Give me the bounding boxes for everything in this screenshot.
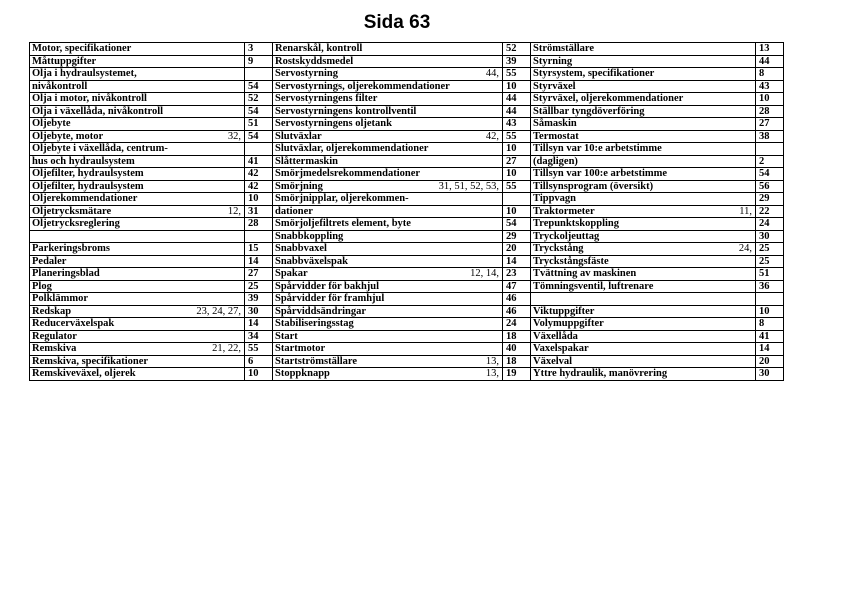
entry-text: Tillsyn var 100:e arbetstimme [533, 168, 668, 180]
page-number: 27 [503, 155, 531, 168]
page-number [245, 230, 273, 243]
entry-text: Styrning [533, 55, 573, 67]
index-entry [30, 130, 245, 143]
index-entry [30, 305, 245, 318]
table-row [30, 55, 784, 68]
entry-text: Snabbvaxel [275, 243, 327, 255]
index-entry [30, 368, 245, 381]
index-entry [531, 205, 756, 218]
entry-text: Oljebyte, motor [32, 130, 104, 142]
index-entry [531, 293, 756, 306]
page-number [503, 193, 531, 206]
index-entry [30, 55, 245, 68]
table-row [30, 43, 784, 56]
table-row [30, 355, 784, 368]
page-number: 44 [503, 93, 531, 106]
index-entry [30, 355, 245, 368]
index-table [29, 42, 784, 381]
entry-text: Växelval [533, 355, 573, 367]
page-number: 30 [756, 368, 784, 381]
index-entry [273, 193, 503, 206]
index-entry [273, 118, 503, 131]
index-entry [531, 143, 756, 156]
entry-text: Tillsynsprogram (översikt) [533, 180, 654, 192]
index-entry [531, 355, 756, 368]
index-entry [531, 105, 756, 118]
page-number: 42 [245, 180, 273, 193]
entry-text: (dagligen) [533, 155, 578, 167]
page-number: 55 [503, 180, 531, 193]
index-entry [531, 268, 756, 281]
entry-text: Volymuppgifter [533, 318, 604, 330]
page-number: 55 [245, 343, 273, 356]
table-row [30, 118, 784, 131]
page-number: 18 [503, 355, 531, 368]
entry-text: Traktormeter [533, 205, 595, 217]
entry-text: Tippvagn [533, 193, 576, 205]
page-number: 9 [245, 55, 273, 68]
page-number [756, 293, 784, 306]
entry-text: Stabiliseringsstag [275, 318, 354, 330]
index-table-body [30, 43, 784, 381]
page-number: 10 [245, 368, 273, 381]
table-row [30, 280, 784, 293]
index-entry [30, 218, 245, 231]
index-entry [273, 243, 503, 256]
entry-text: Tryckstångsfäste [533, 255, 609, 267]
index-entry [273, 293, 503, 306]
entry-text: Olja i hydraulsystemet, [32, 68, 137, 80]
entry-text: Snabbväxelspak [275, 255, 348, 267]
entry-text: Såmaskin [533, 118, 577, 130]
page-title: Sida 63 [363, 12, 431, 33]
table-row [30, 93, 784, 106]
table-row [30, 243, 784, 256]
index-entry [273, 255, 503, 268]
entry-text: Snabbkoppling [275, 230, 344, 242]
page-number: 43 [503, 118, 531, 131]
page-number: 10 [503, 143, 531, 156]
entry-text: Slutväxlar, oljerekommendationer [275, 143, 429, 155]
entry-text: Motor, specifikationer [32, 43, 132, 55]
page-number: 56 [756, 180, 784, 193]
entry-text: Oljefilter, hydraulsystem [32, 180, 144, 192]
table-row [30, 255, 784, 268]
entry-text: Servostyrningens oljetank [275, 118, 392, 130]
entry-text: Viktuppgifter [533, 305, 595, 317]
page-number: 10 [245, 193, 273, 206]
table-row [30, 193, 784, 206]
page-number: 8 [756, 318, 784, 331]
table-row [30, 143, 784, 156]
index-entry [30, 330, 245, 343]
entry-text: Remskiva, specifikationer [32, 355, 149, 367]
entry-text: Styrsystem, specifikationer [533, 68, 655, 80]
entry-extra-pages: 31, 51, 52, 53, [438, 180, 499, 192]
page-number: 39 [245, 293, 273, 306]
entry-text: Startströmställare [275, 355, 358, 367]
index-entry [30, 143, 245, 156]
table-row [30, 80, 784, 93]
page-number: 14 [245, 255, 273, 268]
index-entry [30, 318, 245, 331]
entry-text: Tömningsventil, luftrenare [533, 280, 654, 292]
entry-text: Smörjnipplar, oljerekommen- [275, 193, 409, 205]
index-entry [531, 318, 756, 331]
index-entry [531, 180, 756, 193]
entry-text: Remskiva [32, 343, 77, 355]
table-row [30, 318, 784, 331]
entry-extra-pages: 13, [485, 355, 499, 367]
index-entry [531, 118, 756, 131]
index-entry [273, 343, 503, 356]
page-number: 30 [245, 305, 273, 318]
page-number: 55 [503, 68, 531, 81]
table-row [30, 343, 784, 356]
table-row [30, 168, 784, 181]
page-number: 30 [756, 230, 784, 243]
table-row [30, 293, 784, 306]
index-entry [273, 280, 503, 293]
entry-text: Servostyrningens filter [275, 93, 378, 105]
index-entry [531, 43, 756, 56]
table-row [30, 218, 784, 231]
page-number [756, 143, 784, 156]
index-entry [30, 80, 245, 93]
page-number: 24 [756, 218, 784, 231]
page-number: 15 [245, 243, 273, 256]
page-number: 47 [503, 280, 531, 293]
index-entry [273, 230, 503, 243]
entry-text: Rostskyddsmedel [275, 55, 354, 67]
entry-text: Reducerväxelspak [32, 318, 115, 330]
page-number: 20 [756, 355, 784, 368]
index-entry [531, 130, 756, 143]
index-entry [531, 343, 756, 356]
page-number: 6 [245, 355, 273, 368]
entry-extra-pages: 32, [227, 130, 241, 142]
index-entry [30, 255, 245, 268]
page-number: 8 [756, 68, 784, 81]
entry-text: dationer [275, 205, 313, 217]
entry-extra-pages: 42, [485, 130, 499, 142]
page-number: 24 [503, 318, 531, 331]
page-number: 25 [756, 255, 784, 268]
page-number: 27 [245, 268, 273, 281]
page-number: 54 [245, 130, 273, 143]
entry-text: Tvättning av maskinen [533, 268, 637, 280]
index-entry [30, 155, 245, 168]
index-entry [30, 180, 245, 193]
entry-text: Spårvidder för bakhjul [275, 280, 380, 292]
index-entry [273, 68, 503, 81]
entry-text: Renarskål, kontroll [275, 43, 363, 55]
page-number: 27 [756, 118, 784, 131]
index-entry [273, 105, 503, 118]
entry-extra-pages: 11, [739, 205, 752, 217]
index-entry [273, 155, 503, 168]
page-number: 41 [245, 155, 273, 168]
index-entry [273, 168, 503, 181]
index-entry [30, 193, 245, 206]
entry-extra-pages: 44, [485, 68, 499, 79]
entry-text: Pedaler [32, 255, 67, 267]
index-entry [531, 218, 756, 231]
entry-text: Stoppknapp [275, 368, 330, 380]
index-entry [273, 330, 503, 343]
page-number: 39 [503, 55, 531, 68]
page-number: 14 [245, 318, 273, 331]
entry-text: Oljetrycksmätare [32, 205, 112, 217]
index-entry [30, 93, 245, 106]
entry-text: Slutväxlar [275, 130, 322, 142]
index-entry [30, 230, 245, 243]
entry-text: Ställbar tyngdöverföring [533, 105, 645, 117]
page-number: 54 [756, 168, 784, 181]
index-entry [273, 55, 503, 68]
index-entry [30, 268, 245, 281]
entry-text: Slåttermaskin [275, 155, 338, 167]
page-number: 52 [245, 93, 273, 106]
index-entry [30, 205, 245, 218]
entry-extra-pages: 21, 22, [212, 343, 241, 354]
page-number: 3 [245, 43, 273, 56]
page-number: 38 [756, 130, 784, 143]
page-number [245, 68, 273, 81]
table-row [30, 68, 784, 81]
table-row [30, 268, 784, 281]
entry-text: Smörjmedelsrekommendationer [275, 168, 421, 180]
page-number: 14 [503, 255, 531, 268]
page-number: 13 [756, 43, 784, 56]
entry-text: Trepunktskoppling [533, 218, 619, 230]
page-number: 54 [245, 80, 273, 93]
entry-text: Vaxelspakar [533, 343, 589, 355]
page-number: 10 [503, 80, 531, 93]
entry-text: Växellåda [533, 330, 578, 342]
entry-text: Olja i växellåda, nivåkontroll [32, 105, 164, 117]
entry-text: Oljetrycksreglering [32, 218, 120, 230]
entry-text: Plog [32, 280, 52, 292]
index-entry [531, 80, 756, 93]
entry-text: Tryckoljeuttag [533, 230, 600, 242]
page-number: 41 [756, 330, 784, 343]
table-row [30, 205, 784, 218]
table-row [30, 330, 784, 343]
index-entry [30, 68, 245, 81]
table-row [30, 368, 784, 381]
table-row [30, 130, 784, 143]
page-number: 10 [756, 305, 784, 318]
page-number: 42 [245, 168, 273, 181]
entry-text: Tryckstång [533, 243, 584, 255]
entry-extra-pages: 12, [227, 205, 241, 217]
page-number: 54 [245, 105, 273, 118]
entry-text: Måttuppgifter [32, 55, 97, 67]
index-entry [531, 330, 756, 343]
index-entry [273, 130, 503, 143]
page-number: 40 [503, 343, 531, 356]
table-row [30, 230, 784, 243]
entry-text: Yttre hydraulik, manövrering [533, 368, 668, 380]
index-entry [273, 305, 503, 318]
index-entry [30, 293, 245, 306]
entry-text: Termostat [533, 130, 579, 142]
entry-text: hus och hydraulsystem [32, 155, 135, 167]
index-entry [531, 243, 756, 256]
index-entry [30, 43, 245, 56]
index-entry [531, 305, 756, 318]
entry-text: Styrväxel [533, 80, 576, 92]
page-number: 34 [245, 330, 273, 343]
page-number: 2 [756, 155, 784, 168]
page-number: 46 [503, 293, 531, 306]
index-entry [273, 368, 503, 381]
index-entry [531, 280, 756, 293]
page-number: 29 [756, 193, 784, 206]
index-entry [531, 368, 756, 381]
page-number: 25 [245, 280, 273, 293]
entry-text: Start [275, 330, 298, 342]
index-entry [531, 155, 756, 168]
index-entry [30, 280, 245, 293]
entry-text: Parkeringsbroms [32, 243, 110, 255]
index-entry [30, 243, 245, 256]
entry-text: Oljerekommendationer [32, 193, 138, 205]
entry-text: Regulator [32, 330, 77, 342]
entry-text: Oljebyte [32, 118, 71, 130]
entry-text: Tillsyn var 10:e arbetstimme [533, 143, 662, 155]
entry-text: Remskiveväxel, oljerek [32, 368, 136, 380]
page-number: 10 [756, 93, 784, 106]
index-entry [273, 180, 503, 193]
table-row [30, 305, 784, 318]
page-number: 28 [245, 218, 273, 231]
page-number: 29 [503, 230, 531, 243]
page-number: 23 [503, 268, 531, 281]
page-number: 54 [503, 218, 531, 231]
table-row [30, 105, 784, 118]
page-number: 43 [756, 80, 784, 93]
page-number: 44 [503, 105, 531, 118]
entry-text: Polklämmor [32, 293, 88, 305]
index-entry [273, 318, 503, 331]
page-number: 19 [503, 368, 531, 381]
index-entry [30, 105, 245, 118]
index-entry [531, 255, 756, 268]
entry-text: Spårviddsändringar [275, 305, 367, 317]
index-entry [531, 168, 756, 181]
table-row [30, 180, 784, 193]
entry-extra-pages: 13, [485, 368, 499, 379]
entry-text: Smörjning [275, 180, 323, 192]
page-number: 20 [503, 243, 531, 256]
entry-text: Styrväxel, oljerekommendationer [533, 93, 684, 105]
entry-text: nivåkontroll [32, 80, 88, 92]
index-entry [531, 55, 756, 68]
index-entry [531, 93, 756, 106]
entry-text: Oljebyte i växellåda, centrum- [32, 143, 168, 155]
index-entry [30, 118, 245, 131]
page-number: 14 [756, 343, 784, 356]
page-number: 55 [503, 130, 531, 143]
index-entry [273, 80, 503, 93]
entry-text: Planeringsblad [32, 268, 100, 280]
index-entry [30, 168, 245, 181]
page-number: 46 [503, 305, 531, 318]
page-number: 36 [756, 280, 784, 293]
page-number: 52 [503, 43, 531, 56]
index-entry [273, 43, 503, 56]
page-number: 31 [245, 205, 273, 218]
entry-extra-pages: 12, 14, [470, 268, 499, 279]
index-entry [531, 230, 756, 243]
entry-text: Servostyrnings, oljerekommendationer [275, 80, 450, 92]
entry-text: Spårvidder för framhjul [275, 293, 385, 305]
page-number: 18 [503, 330, 531, 343]
entry-text: Olja i motor, nivåkontroll [32, 93, 147, 105]
index-entry [273, 143, 503, 156]
entry-text: Smörjoljefiltrets element, byte [275, 218, 411, 230]
entry-text: Startmotor [275, 343, 326, 355]
index-entry [273, 218, 503, 231]
page-number: 51 [756, 268, 784, 281]
entry-extra-pages: 24, [738, 243, 752, 254]
entry-text: Oljefilter, hydraulsystem [32, 168, 144, 180]
index-entry [531, 68, 756, 81]
page-number: 22 [756, 205, 784, 218]
page-number: 10 [503, 205, 531, 218]
entry-text: Servostyrning [275, 68, 338, 80]
entry-text: Redskap [32, 305, 72, 317]
page-number: 28 [756, 105, 784, 118]
table-row [30, 155, 784, 168]
page-number: 10 [503, 168, 531, 181]
entry-text: Servostyrningens kontrollventil [275, 105, 417, 117]
index-entry [273, 355, 503, 368]
page-number: 25 [756, 243, 784, 256]
index-entry [273, 93, 503, 106]
page-number: 44 [756, 55, 784, 68]
index-entry [273, 205, 503, 218]
page-number [245, 143, 273, 156]
page-number: 51 [245, 118, 273, 131]
index-entry [30, 343, 245, 356]
entry-extra-pages: 23, 24, 27, [196, 305, 241, 317]
index-entry [273, 268, 503, 281]
entry-text: Strömställare [533, 43, 595, 55]
index-entry [531, 193, 756, 206]
entry-text: Spakar [275, 268, 308, 280]
